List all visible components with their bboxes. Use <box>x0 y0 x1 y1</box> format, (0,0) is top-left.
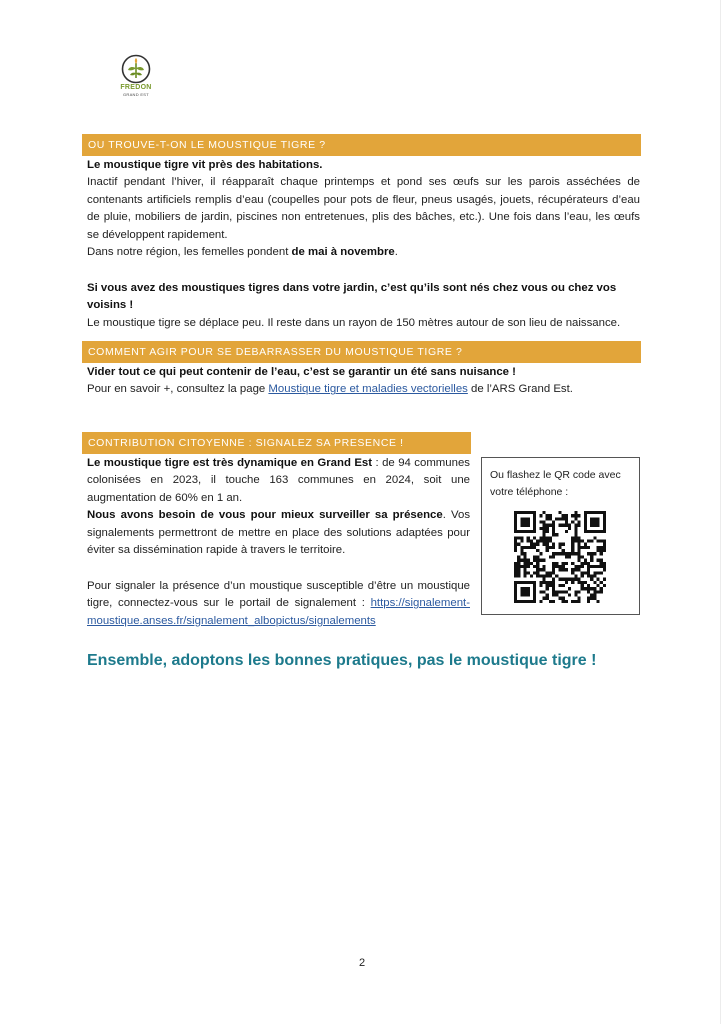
report-p2-bold: Nous avons besoin de vous pour mieux surveiller sa présence <box>87 509 443 522</box>
report-p2-rest: . Vos signalements permettront de mettre en place des solutions adaptées pour éviter sa dissémination rapide à travers le territoire. <box>87 509 471 557</box>
logo-name: FREDON <box>120 84 152 91</box>
section-where-paragraph: Inactif pendant l’hiver, il réapparaît chaque printemps et pond ses œufs sur les parois asséchées de contenants artificiels remplis d’eau (coupelles pour pots de fleur, pneus usagés, jouets, récupérateurs d’eau de pluie, mobiliers de jardin, piscines non entretenues, plis des bâches, etc.). Une fois dans l’eau, les œufs se développent rapidement. <box>87 176 640 241</box>
period-prefix: Dans notre région, les femelles pondent <box>87 246 292 259</box>
page-number: 2 <box>358 957 366 969</box>
report-paragraph-3 <box>87 578 470 630</box>
info-prefix: Pour en savoir +, consultez la page <box>87 383 269 396</box>
closing-tagline: Ensemble, adoptons les bonnes pratiques, pas le moustique tigre ! <box>87 652 597 669</box>
report-paragraph-1 <box>87 455 470 507</box>
ars-page-link[interactable]: Moustique tigre et maladies vectorielles <box>268 383 468 396</box>
section-header-where: OU TROUVE-T-ON LE MOUSTIQUE TIGRE ? <box>82 134 641 156</box>
signalement-portal-link[interactable]: https://signalement-moustique.anses.fr/signalement_albopictus/signalements <box>87 597 470 627</box>
neighbors-paragraph: Le moustique tigre se déplace peu. Il reste dans un rayon de 150 mètres autour de son lieu de naissance. <box>87 316 621 329</box>
report-p1-bold: Le moustique tigre est très dynamique en Grand Est <box>87 457 373 469</box>
qr-instructions: Ou flashez le QR code avec votre téléphone : <box>490 469 621 498</box>
period-suffix: . <box>394 246 398 259</box>
scan-edge-line <box>720 0 721 1024</box>
section-how-body <box>87 364 640 399</box>
qr-code-box <box>481 457 640 615</box>
section-how-lead: Vider tout ce qui peut contenir de l’eau, c’est se garantir un été sans nuisance ! <box>87 366 516 378</box>
section-how-info <box>87 381 640 398</box>
section-header-how: COMMENT AGIR POUR SE DEBARRASSER DU MOUSTIQUE TIGRE ? <box>82 341 641 363</box>
section-report-body <box>87 455 470 559</box>
report-p1-rest: : de 94 communes colonisées en 2023, il touche 163 communes en 2024, soit une augmentation de 60% en 1 an. <box>87 457 470 504</box>
section-where-period <box>87 244 640 261</box>
period-bold: de mai à novembre <box>291 246 395 259</box>
section-header-report: CONTRIBUTION CITOYENNE : SIGNALEZ SA PRESENCE ! <box>82 432 471 454</box>
logo-region: GRAND EST <box>122 92 150 97</box>
section-where-body <box>87 157 640 261</box>
fredon-leaf-icon <box>121 54 151 84</box>
section-report-portal <box>87 578 470 630</box>
info-suffix: de l’ARS Grand Est. <box>467 383 573 396</box>
report-p3-prefix: Pour signaler la présence d’un moustique susceptible d’être un moustique tigre, connectez-vous sur le portail de signalement : <box>87 580 470 610</box>
section-where-lead: Le moustique tigre vit près des habitations. <box>87 159 323 171</box>
report-paragraph-2 <box>87 507 470 559</box>
fredon-logo <box>114 54 158 102</box>
neighbors-bold-line: Si vous avez des moustiques tigres dans votre jardin, c’est qu’ils sont nés chez vous ou chez vos voisins ! <box>87 282 617 312</box>
qr-code-icon[interactable] <box>514 511 606 603</box>
section-where-neighbors <box>87 280 640 332</box>
